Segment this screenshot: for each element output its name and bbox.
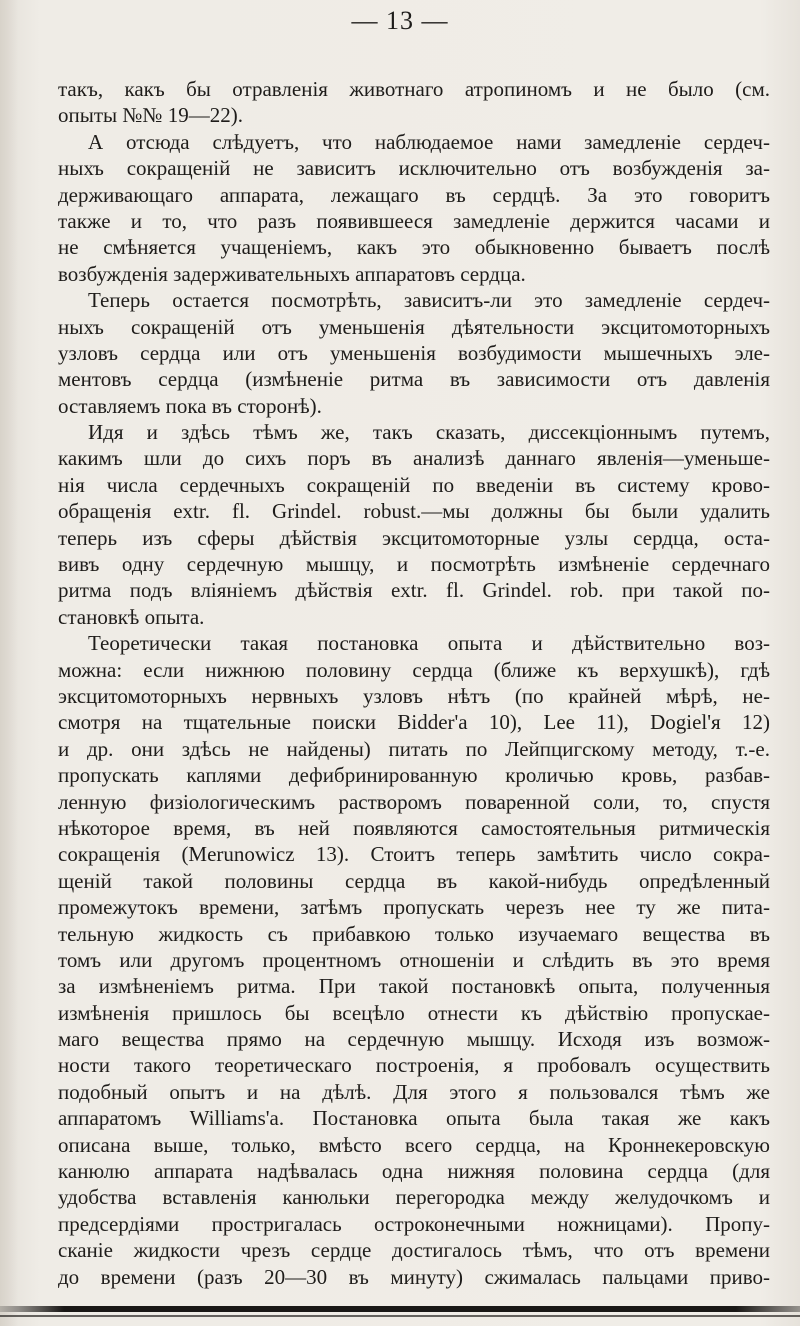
text-line: становкѣ опыта. — [58, 604, 205, 629]
text-line: удобства вставленія канюльки перегородка между желудочкомъ и — [58, 1185, 770, 1210]
text-line: описана выше, только, вмѣсто всего сердца, на Кроннекеровскую — [58, 1132, 770, 1157]
text-line: до времени (разъ 20—30 въ минуту) сжималась пальцами приво- — [58, 1264, 770, 1289]
text-line: измѣненія пришлось бы всецѣло отнести къ дѣйствію пропускае- — [58, 1000, 770, 1025]
text-line: также и то, что разъ появившееся замедленіе держится часами и — [58, 208, 770, 233]
page-number: — 13 — — [351, 6, 449, 35]
text-line: предсердіями простригалась остроконечными ножницами). Пропу- — [58, 1211, 770, 1236]
text-line: ныхъ сокращеній не зависитъ исключительно отъ возбужденія за- — [58, 156, 770, 181]
text-line: ности такого теоретическаго построенія, я пробовалъ осуществить — [58, 1053, 770, 1078]
text-line: томъ или другомъ процентномъ отношеніи и слѣдить въ это время — [58, 947, 770, 972]
text-line: обращенія extr. fl. Grindel. robust.—мы должны бы были удалить — [58, 499, 770, 524]
text-line: промежутокъ времени, затѣмъ пропускать черезъ нее ту же пита- — [58, 895, 770, 920]
text-line: вивъ одну сердечную мышцу, и посмотрѣть измѣненіе сердечнаго — [58, 552, 770, 577]
page-gutter-shadow — [0, 0, 18, 1326]
text-line: ментовъ сердца (измѣненіе ритма въ зависимости отъ давленія — [58, 367, 770, 392]
text-line: Теперь остается посмотрѣть, зависитъ-ли это замедленіе сердеч- — [88, 288, 770, 313]
text-line: сокращенія (Merunowicz 13). Стоитъ теперь замѣтить число сокра- — [58, 842, 770, 867]
text-line: можна: если нижнюю половину сердца (ближе къ верхушкѣ), гдѣ — [58, 657, 770, 682]
text-line: аппаратомъ Williams'a. Постановка опыта была такая же какъ — [58, 1106, 770, 1131]
text-line: подобный опытъ и на дѣлѣ. Для этого я пользовался тѣмъ же — [58, 1079, 770, 1104]
text-line: держивающаго аппарата, лежащаго въ сердцѣ. За это говоритъ — [58, 182, 770, 207]
text-line: сканіе жидкости чрезъ сердце достигалось тѣмъ, что отъ времени — [58, 1238, 770, 1263]
text-line: такъ, какъ бы отравленія животнаго атропиномъ и не было (см. — [58, 77, 770, 101]
text-line: не смѣняется учащеніемъ, какъ это обыкновенно бываетъ послѣ — [58, 235, 770, 260]
text-line: пропускать каплями дефибринированную кроличью кровь, разбав- — [58, 763, 770, 788]
text-line: нѣкоторое время, въ ней появляются самостоятельныя ритмическія — [58, 815, 770, 840]
bottom-scan-border-thin — [0, 1315, 800, 1317]
text-line: Идя и здѣсь тѣмъ же, такъ сказать, диссекціоннымъ путемъ, — [88, 420, 770, 445]
text-line: канюлю аппарата надѣвалась одна нижняя половина сердца (для — [58, 1159, 770, 1184]
text-line: узловъ сердца или отъ уменьшенія возбудимости мышечныхъ эле- — [58, 340, 770, 365]
text-line: ленную физіологическимъ растворомъ поваренной соли, то, спустя — [58, 789, 770, 814]
bottom-scan-border — [0, 1306, 800, 1312]
text-line: за измѣненіемъ ритма. При такой постановкѣ опыта, полученныя — [58, 974, 770, 999]
text-line: какимъ шли до сихъ поръ въ анализѣ даннаго явленія—уменьше- — [58, 446, 770, 471]
text-line: ныхъ сокращеній отъ уменьшенія дѣятельности эксцитомоторныхъ — [58, 314, 770, 339]
text-line: эксцитомоторныхъ нервныхъ узловъ нѣтъ (по крайней мѣрѣ, не- — [58, 683, 770, 708]
text-line: опыты №№ 19—22). — [58, 103, 243, 128]
text-line: ритма подъ вліяніемъ дѣйствія extr. fl. Grindel. rob. при такой по- — [58, 578, 770, 603]
text-line: и др. они здѣсь не найдены) питать по Лейпцигскому методу, т.-е. — [58, 736, 770, 761]
text-line: оставляемъ пока въ сторонѣ). — [58, 393, 322, 418]
text-line: возбужденія задерживательныхъ аппаратовъ сердца. — [58, 261, 526, 286]
text-line: тельную жидкость съ прибавкою только изучаемаго вещества въ — [58, 921, 770, 946]
text-line: Теоретически такая постановка опыта и дѣйствительно воз- — [88, 631, 770, 656]
text-line: теперь изъ сферы дѣйствія эксцитомоторные узлы сердца, оста- — [58, 525, 770, 550]
text-line: маго вещества прямо на сердечную мышцу. Исходя изъ возмож- — [58, 1027, 770, 1052]
text-line: нія числа сердечныхъ сокращеній по введеніи въ систему крово- — [58, 472, 770, 497]
text-line: смотря на тщательные поиски Bidder'a 10), Lee 11), Dogiel'я 12) — [58, 710, 770, 735]
body-text — [58, 76, 770, 1290]
text-line: щеній такой половины сердца въ какой-нибудь опредѣленный — [58, 868, 770, 893]
text-line: А отсюда слѣдуетъ, что наблюдаемое нами замедленіе сердеч- — [88, 129, 770, 154]
